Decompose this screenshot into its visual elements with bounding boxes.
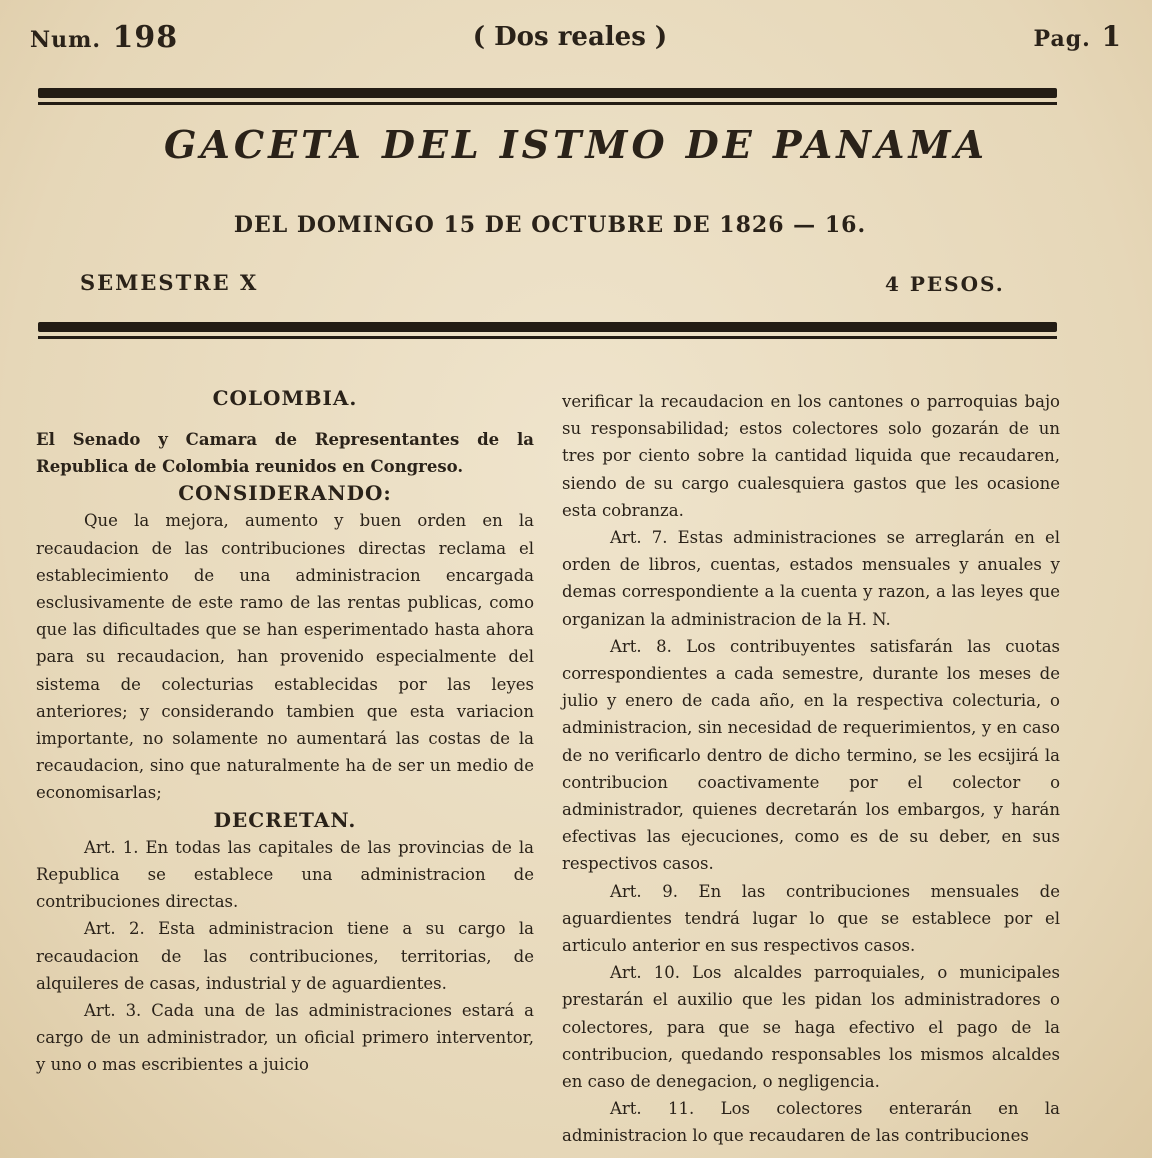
article-7: Art. 7. Estas administraciones se arreglarán en el orden de libros, cuentas, estados mensuales y anuales y demas correspondiente a la cuenta y razon, a las leyes que organizan la administracion de la H. N. xyxy=(562,528,1060,629)
page-number-value: 1 xyxy=(1101,20,1122,53)
page-number-label: Pag. xyxy=(1033,26,1091,52)
page-number xyxy=(1034,20,1122,53)
decretan-heading: DECRETAN. xyxy=(213,807,357,832)
issue-dateline: DEL DOMINGO 15 DE OCTUBRE DE 1826 — 16. xyxy=(233,212,867,238)
article-2: Art. 2. Esta administracion tiene a su cargo la recaudacion de las contribuciones, territorias, de alquileres de casas, industrial y de aguardientes. xyxy=(36,919,534,993)
article-10: Art. 10. Los alcaldes parroquiales, o municipales prestarán el auxilio que les pidan los administradores o colectores, para que se haga efectivo el pago de la contribucion, quedando responsables los mismos alcaldes en caso de denegacion, o negligencia. xyxy=(562,963,1060,1092)
considerando-text: Que la mejora, aumento y buen orden en la recaudacion de las contribuciones directas reclama el establecimiento de una administracion encargada esclusivamente de este ramo de las rentas publicas, como que las dificultades que se han esperimentado hasta ahora para su recaudacion, han provenido especialmente del sistema de colecturias establecidas por las leyes anteriores; y considerando tambien que esta variacion importante, no solamente no aumentará las costas de la recaudacion, sino que naturalmente ha de ser un medio de economisarlas; xyxy=(36,511,534,803)
article-1: Art. 1. En todas las capitales de las provincias de la Republica se establece una administracion de contribuciones directas. xyxy=(36,837,534,912)
right-column xyxy=(562,388,1060,1150)
left-column xyxy=(36,385,534,1079)
newspaper-title: GACETA DEL ISTMO DE PANAMA xyxy=(163,122,988,167)
article-3: Art. 3. Cada una de las administraciones estará a cargo de un administrador, un oficial primero interventor, y uno o mas escribientes a juicio xyxy=(36,1001,534,1075)
masthead-rule-bottom xyxy=(38,322,1057,332)
decree-intro: El Senado y Camara de Representantes de la Republica de Colombia reunidos en Congreso. xyxy=(36,430,534,477)
subscription-semestre: SEMESTRE X xyxy=(80,270,259,295)
article-6-continued: verificar la recaudacion en los cantones o parroquias bajo su responsabilidad; estos colectores solo gozarán de un tres por ciento sobre la cantidad liquida que recaudaren, siendo de su cargo cualesquiera gastos que les ocasione esta cobranza. xyxy=(562,392,1060,520)
issue-number xyxy=(30,20,178,55)
issue-number-value: 198 xyxy=(112,20,179,55)
masthead-rule-top-thin xyxy=(38,102,1057,105)
article-11: Art. 11. Los colectores enterarán en la administracion lo que recaudaren de las contribuciones xyxy=(562,1099,1060,1146)
masthead-rule-bottom-thin xyxy=(38,336,1057,339)
issue-number-label: Num. xyxy=(30,27,102,53)
issue-price: ( Dos reales ) xyxy=(472,22,668,52)
subscription-price: 4 PESOS. xyxy=(885,272,1005,296)
section-heading-colombia: COLOMBIA. xyxy=(212,386,358,410)
article-8: Art. 8. Los contribuyentes satisfarán las cuotas correspondientes a cada semestre, durante los meses de julio y enero de cada año, en la respectiva colecturia, o administracion, sin necesidad de requerimientos, y en caso de no verificarlo dentro de dicho termino, se les ecsijirá la contribucion coactivamente por el colector o administrador, quienes decretarán los embargos, y harán efectivas las ejecuciones, como es de su deber, en sus respectivos casos. xyxy=(562,636,1060,874)
masthead-rule-top xyxy=(38,88,1057,98)
masthead-top xyxy=(30,20,1122,64)
considerando-heading: CONSIDERANDO: xyxy=(178,481,392,506)
article-9: Art. 9. En las contribuciones mensuales de aguardientes tendrá lugar lo que se establece por el articulo anterior en sus respectivos casos. xyxy=(562,881,1060,956)
